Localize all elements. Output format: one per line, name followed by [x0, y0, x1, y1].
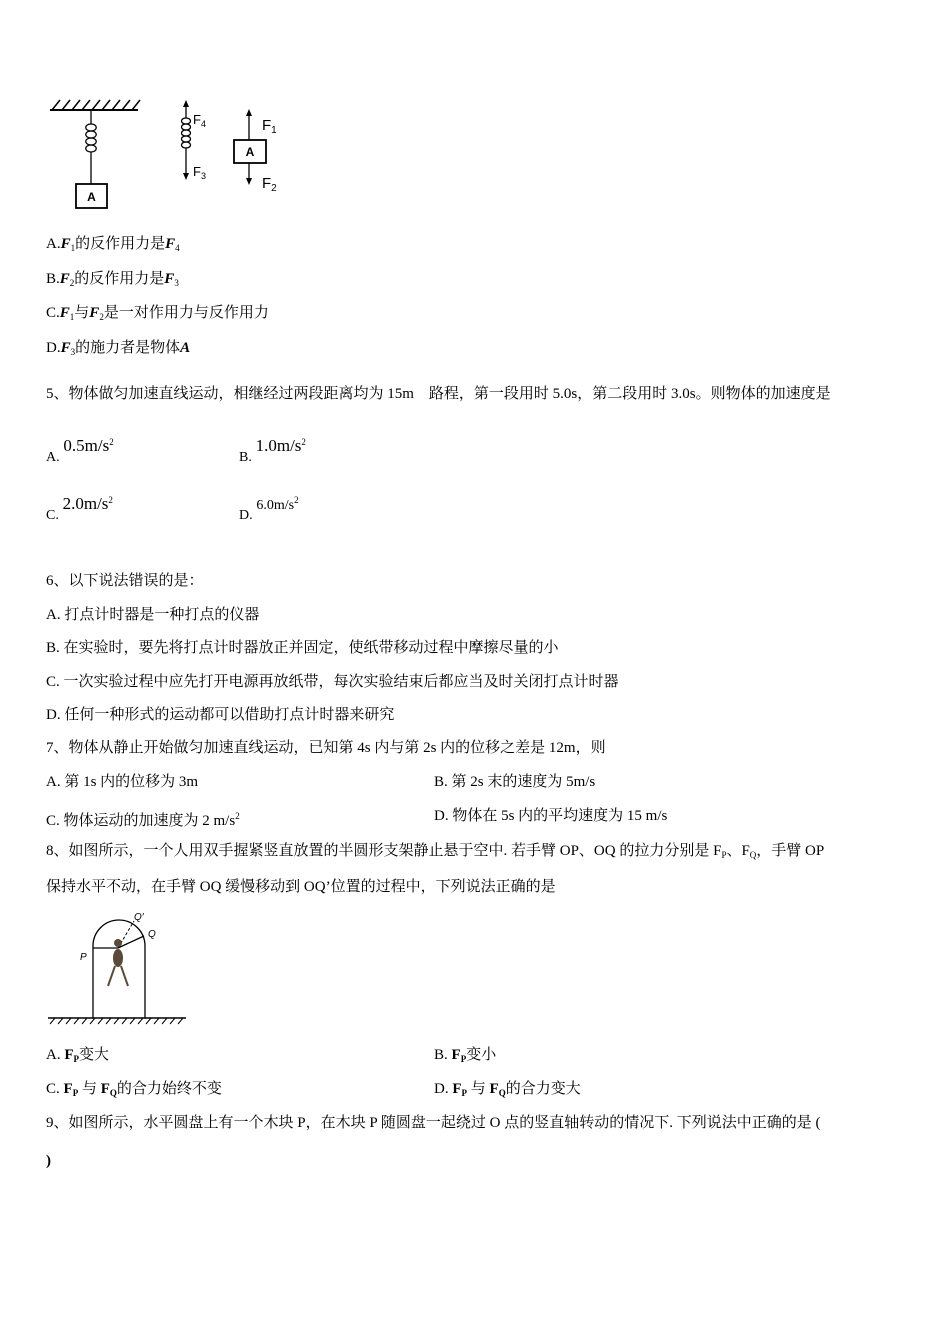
q8-stem-line2: 保持水平不动，在手臂 OQ 缓慢移动到 OQ’位置的过程中，下列说法正确的是: [46, 879, 556, 895]
q8-option-a: A. $F_P$变大: [46, 1047, 110, 1064]
svg-text:F1: $F_1$: [262, 117, 277, 136]
q7-option-b: B. 第 2s 末的速度为 5m/s: [434, 774, 596, 790]
q5-option-b: B. $1.0m/s^2$: [239, 436, 306, 465]
q6-option-c: C. 一次实验过程中应先打开电源再放纸带，每次实验结束后都应当及时关闭打点计时器: [46, 674, 619, 690]
q6-stem: 6、以下说法错误的是：: [46, 573, 204, 589]
q7-stem: 7、物体从静止开始做匀加速直线运动，已知第 4s 内与第 2s 内的位移之差是 12m，则: [46, 740, 606, 756]
svg-text:F3: $F_3$: [193, 164, 206, 181]
q6-option-d: D. 任何一种形式的运动都可以借助打点计时器来研究: [46, 707, 395, 723]
q9-stem: 9、如图所示，水平圆盘上有一个木块 P，在木块 P 随圆盘一起绕过 O 点的竖直轴转动的情况下. 下列说法中正确的是 (: [46, 1115, 821, 1131]
q5-stem: 5、物体做匀加速直线运动，相继经过两段距离均为 15m 路程，第一段用时 5.0s，第二段用时 3.0s。则物体的加速度是: [46, 386, 831, 402]
svg-text:F2: $F_2$: [262, 175, 277, 194]
block-a-label: A: [87, 190, 96, 204]
point-p-label: P: [80, 952, 87, 963]
point-q-label: Q: [148, 929, 156, 940]
f3-label: F: [193, 164, 201, 179]
q7-option-a: A. 第 1s 内的位移为 3m: [46, 774, 199, 790]
q4-option-a: $A.F_1$的反作用力是$F_4$: [46, 236, 180, 253]
f4-label: F: [193, 112, 201, 127]
q7-option-c: C. 物体运动的加速度为 2 $m/s^2$: [46, 811, 240, 829]
q4-option-b: $B.F_2$的反作用力是$F_3$: [46, 271, 179, 288]
q8-option-d: D. $F_P$ 与 $F_Q$的合力变大: [434, 1081, 581, 1098]
q5-option-d: D. $6.0m/s^2$: [239, 495, 299, 523]
q7-option-d: D. 物体在 5s 内的平均速度为 15 m/s: [434, 808, 668, 824]
q4-option-d: $D.F_3$的施力者是物体A: [46, 340, 191, 357]
q8-option-c: C. $F_P$ 与 $F_Q$的合力始终不变: [46, 1081, 222, 1098]
q4-option-c: $C.F_1$与$F_2$是一对作用力与反作用力: [46, 305, 269, 322]
q6-option-b: B. 在实验时，要先将打点计时器放正并固定，使纸带移动过程中摩擦尽量的小: [46, 640, 559, 656]
f2-label: F: [262, 175, 272, 192]
q6-option-a: A. 打点计时器是一种打点的仪器: [46, 607, 260, 623]
f1-label: F: [262, 117, 272, 134]
q5-option-c: C. $2.0m/s^2$: [46, 494, 113, 523]
q5-option-a: A. $0.5m/s^2$: [46, 436, 114, 465]
hanging-person-figure: [46, 908, 191, 1026]
q8-stem-line1: 8、如图所示，一个人用双手握紧竖直放置的半圆形支架静止悬于空中. 若手臂 OP、OQ 的拉力分别是 $F_P$、$F_Q$，手臂 OP: [46, 843, 825, 860]
box-a-label: A: [245, 145, 255, 159]
spring-force-figure: [46, 96, 296, 216]
point-q-prime-label: Q′: [134, 912, 144, 923]
q8-option-b: B. $F_P$变小: [434, 1047, 497, 1064]
q9-stem-line2: ): [46, 1153, 51, 1169]
svg-text:F4: $F_4$: [193, 112, 206, 129]
